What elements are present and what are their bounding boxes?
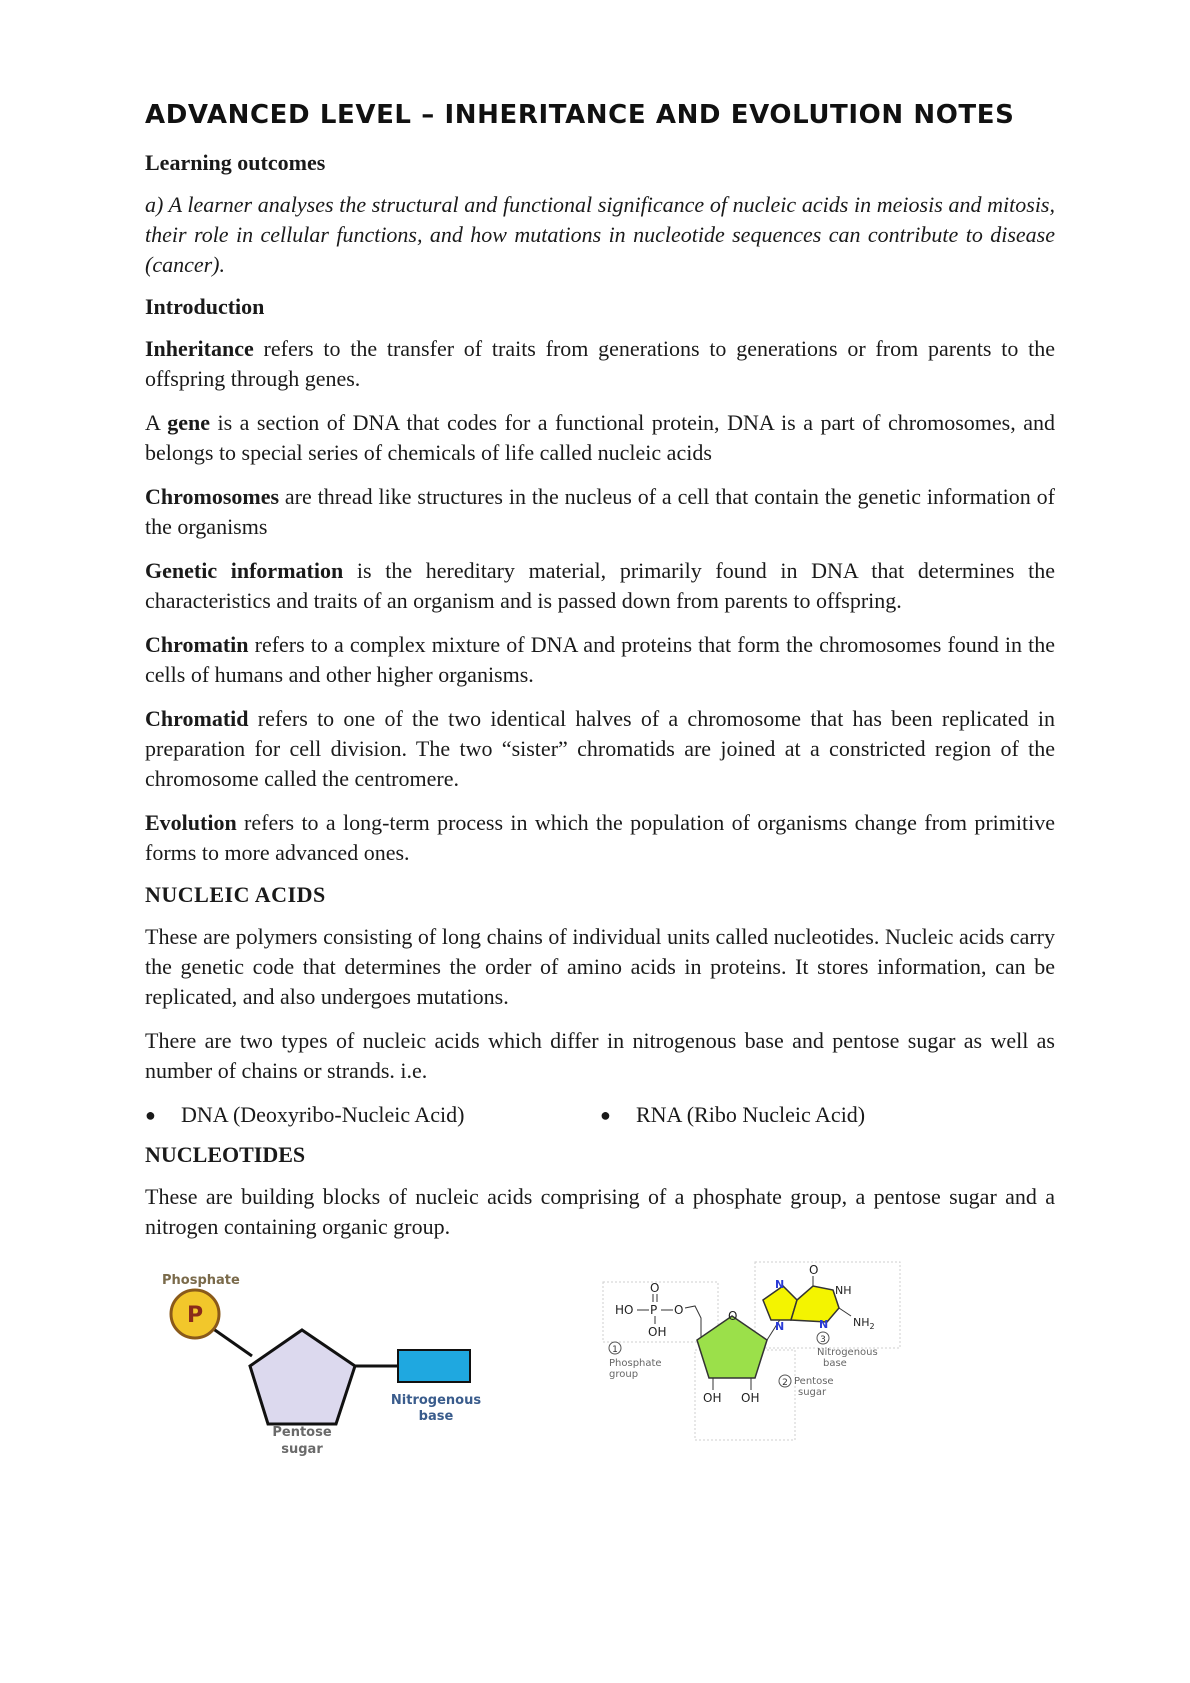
nucleotide-simplified-diagram [150, 1268, 510, 1468]
term: Genetic information [145, 558, 344, 583]
phosphate-group-line2: group [609, 1369, 639, 1380]
definition-chromatid [145, 704, 1055, 794]
definition-text: is the hereditary material, primarily found in DNA that determines the characteristics and traits of an organism and is passed down from parents to offspring. [145, 558, 1055, 613]
bullet-icon: ● [145, 1105, 156, 1125]
definition-text: are thread like structures in the nucleus of a cell that contain the genetic information of the organisms [145, 484, 1055, 539]
oh-phosphate: OH [648, 1325, 667, 1339]
definition-chromatin [145, 630, 1055, 690]
nh2-bond [839, 1308, 851, 1316]
definition-text: refers to the transfer of traits from generations to generations or from parents to the offspring through genes. [145, 336, 1055, 391]
term: Evolution [145, 810, 237, 835]
base-label-line1: Nitrogenous [390, 1393, 482, 1408]
o-base-atom: O [809, 1263, 819, 1277]
oh-a: OH [703, 1391, 722, 1405]
definition-inheritance [145, 334, 1055, 394]
nh2-subscript: 2 [869, 1322, 875, 1331]
list-item [145, 1100, 600, 1130]
nucleic-acids-paragraph: These are polymers consisting of long chains of individual units called nucleotides. Nucleic acids carry the genetic code that determines the order of amino acids in proteins. It stores information, can be replicated, and also undergoes mutations. [145, 924, 1055, 1009]
term: Inheritance [145, 336, 254, 361]
learning-outcomes-heading: Learning outcomes [145, 150, 326, 175]
nucleic-acids-heading: NUCLEIC ACIDS [145, 882, 326, 907]
definition-gene [145, 408, 1055, 468]
definition-text: is a section of DNA that codes for a functional protein, DNA is a part of chromosomes, and belongs to special series of chemicals of life called nucleic acids [145, 410, 1055, 465]
pentose-sugar-pentagon [250, 1330, 355, 1424]
nitrogenous-base-line1: Nitrogenous [817, 1347, 878, 1358]
phosphate-label: Phosphate [162, 1273, 240, 1288]
n-atom-c: N [819, 1318, 829, 1331]
nucleotide-structure-diagram [595, 1256, 925, 1456]
document-content [145, 100, 1055, 1476]
ho-label: HO [615, 1303, 634, 1317]
sugar-ring [697, 1316, 767, 1378]
nh2-atom [853, 1316, 875, 1331]
n-atom-a: N [775, 1278, 785, 1291]
definition-text: refers to a long-term process in which the population of organisms change from primitive forms to more advanced ones. [145, 810, 1055, 865]
o-ring-atom: O [728, 1309, 738, 1323]
term: Chromosomes [145, 484, 280, 509]
definition-prefix: A [145, 410, 168, 435]
definition-text: refers to one of the two identical halves of a chromosome that has been replicated in preparation for cell division. The two “sister” chromatids are joined at a constricted region of the chromosome called the centromere. [145, 706, 1055, 791]
nucleotide-figures [145, 1256, 1055, 1476]
nh2-main: NH [853, 1316, 870, 1329]
base-label-line2: base [418, 1409, 454, 1424]
introduction-heading: Introduction [145, 294, 265, 319]
p-atom: P [650, 1303, 658, 1317]
oh-b: OH [741, 1391, 760, 1405]
sugar-label-line1: Pentose [272, 1425, 332, 1440]
definition-text: refers to a complex mixture of DNA and proteins that form the chromosomes found in the cells of humans and other higher organisms. [145, 632, 1055, 687]
number-3: 3 [820, 1335, 826, 1345]
nucleic-acids-types-paragraph: There are two types of nucleic acids which differ in nitrogenous base and pentose sugar as well as number of chains or strands. i.e. [145, 1028, 1055, 1083]
term: gene [167, 410, 210, 435]
pentose-sugar-line2: sugar [798, 1387, 827, 1398]
n-atom-b: N [775, 1320, 785, 1333]
term: Chromatid [145, 706, 249, 731]
list-item [600, 1100, 1055, 1130]
list-item-label: DNA (Deoxyribo-Nucleic Acid) [181, 1102, 465, 1127]
phosphate-group-line1: Phosphate [609, 1358, 662, 1369]
phosphate-bond [212, 1328, 252, 1356]
term: Chromatin [145, 632, 249, 657]
learning-outcome-text: a) A learner analyses the structural and functional significance of nucleic acids in meiosis and mitosis, their role in cellular functions, and how mutations in nucleotide sequences can contribute to disease (cancer). [145, 192, 1055, 277]
o-link-atom: O [674, 1303, 684, 1317]
list-item-label: RNA (Ribo Nucleic Acid) [636, 1102, 866, 1127]
nitrogenous-base-rect [398, 1350, 470, 1382]
base-six-ring [791, 1286, 839, 1322]
definition-chromosomes [145, 482, 1055, 542]
number-2: 2 [782, 1378, 788, 1388]
number-1: 1 [612, 1345, 618, 1355]
pentose-sugar-line1: Pentose [794, 1376, 834, 1387]
definition-genetic-information [145, 556, 1055, 616]
nucleotides-heading: NUCLEOTIDES [145, 1142, 306, 1167]
nucleotides-paragraph: These are building blocks of nucleic acids comprising of a phosphate group, a pentose sugar and a nitrogen containing organic group. [145, 1184, 1055, 1239]
page-title: ADVANCED LEVEL – INHERITANCE AND EVOLUTION NOTES [145, 100, 1015, 130]
bullet-icon: ● [600, 1105, 611, 1125]
phosphate-symbol: P [186, 1303, 204, 1328]
sugar-label-line2: sugar [281, 1442, 323, 1457]
definition-evolution [145, 808, 1055, 868]
nh-atom: NH [835, 1284, 852, 1297]
nucleic-acid-types-list [145, 1100, 1055, 1130]
o-top-atom: O [650, 1281, 660, 1295]
nitrogenous-base-line2: base [823, 1358, 847, 1369]
